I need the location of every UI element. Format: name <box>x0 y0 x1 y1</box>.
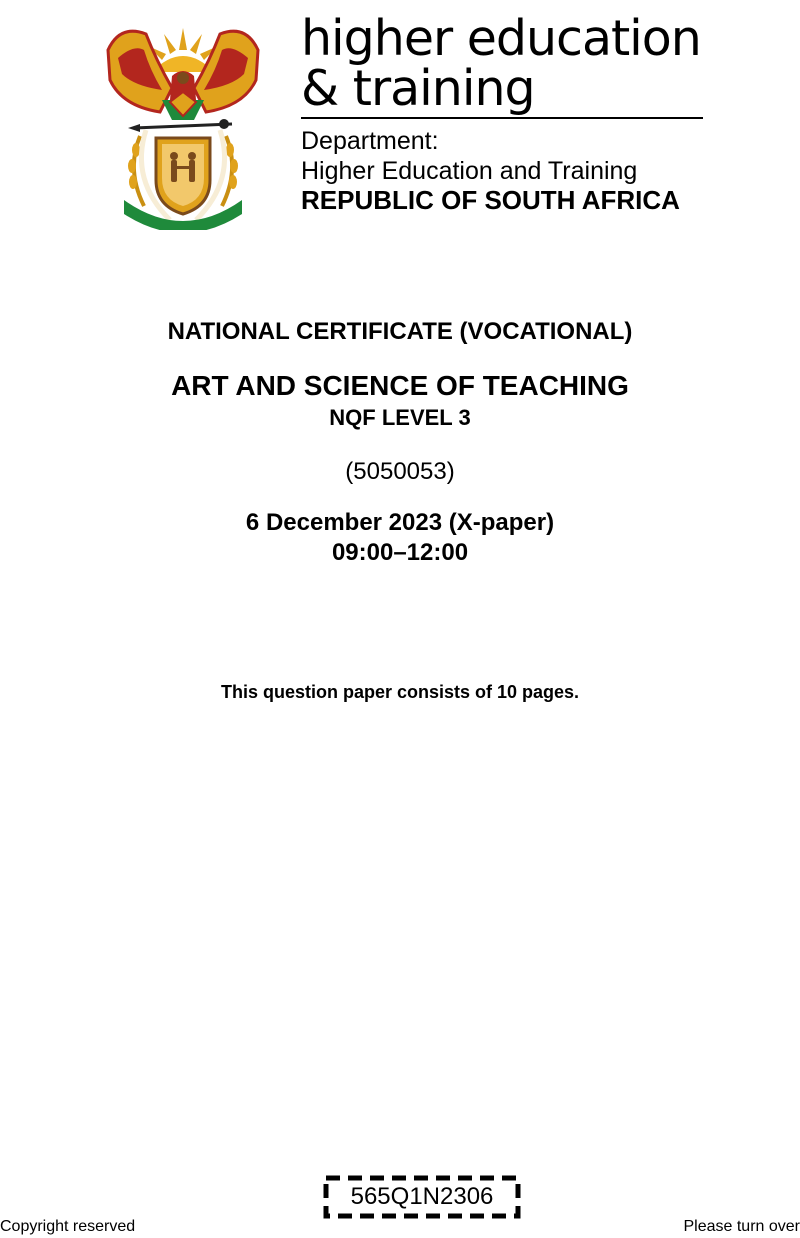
certificate-title: NATIONAL CERTIFICATE (VOCATIONAL) <box>167 318 633 345</box>
nqf-level: NQF LEVEL 3 <box>329 405 471 430</box>
subject-title: ART AND SCIENCE OF TEACHING <box>171 370 629 401</box>
paper-code: 565Q1N2306 <box>350 1183 494 1210</box>
brand-title-line-1: higher education <box>301 10 701 67</box>
turn-over-notice: Please turn over <box>683 1218 800 1235</box>
coat-of-arms-logo <box>100 20 266 230</box>
brand-divider <box>301 117 703 119</box>
paper-code-box <box>323 1175 521 1219</box>
country-name: REPUBLIC OF SOUTH AFRICA <box>301 185 680 215</box>
department-name: Higher Education and Training <box>301 157 638 185</box>
exam-time: 09:00–12:00 <box>331 539 469 566</box>
coat-of-arms-icon <box>100 20 266 230</box>
brand-title-line-2: & training <box>301 60 535 117</box>
subject-code: (5050053) <box>345 458 455 485</box>
copyright-notice: Copyright reserved <box>0 1218 136 1235</box>
page-count-note: This question paper consists of 10 pages. <box>220 682 580 702</box>
department-label: Department: <box>301 127 439 155</box>
exam-date: 6 December 2023 (X-paper) <box>245 509 555 536</box>
